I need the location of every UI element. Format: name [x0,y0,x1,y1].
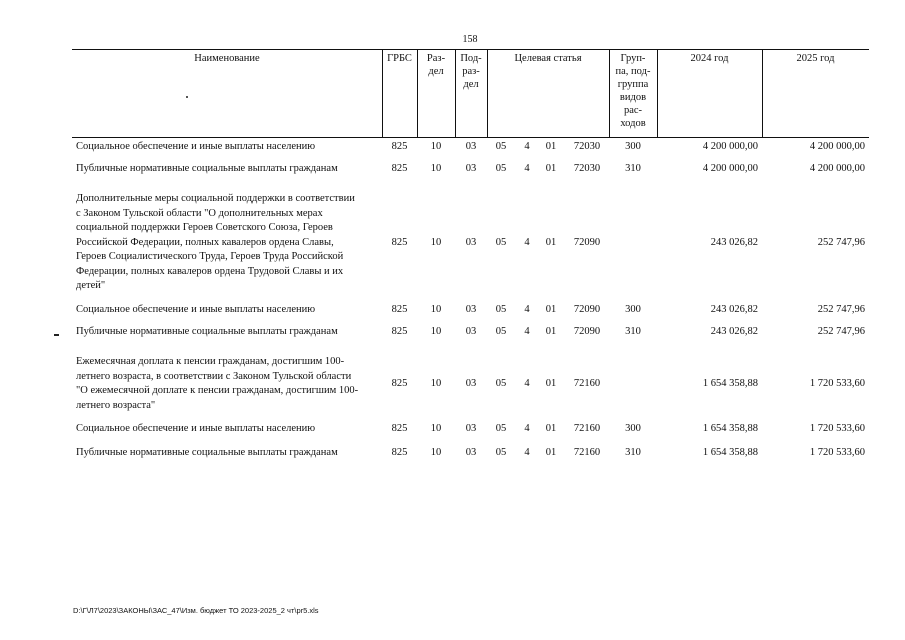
cell-podrazdel: 03 [465,141,477,152]
cell-grbs: 825 [391,304,408,315]
cell-amount-2024: 1 654 358,88 [702,423,758,434]
scan-speck [186,96,188,98]
header-podrazdel: Под- раз- дел [460,53,482,90]
cell-grbs: 825 [391,237,408,248]
cell-target-type: 4 [524,447,530,458]
cell-amount-2025: 4 200 000,00 [809,163,865,174]
cell-expense-group: 310 [625,163,641,174]
file-path-footer: D:\Г\Л7\2023\ЗАКОНЫ\ЗАС_47\Изм. бюджет ТО 2023-2025_2 чт\pr5.xls [73,606,319,615]
cell-grbs: 825 [391,141,408,152]
page-number: 158 [462,34,478,45]
cell-target-program: 05 [495,447,507,458]
cell-amount-2024: 243 026,82 [710,237,758,248]
cell-amount-2024: 243 026,82 [710,326,758,337]
cell-target-program: 05 [495,304,507,315]
cell-amount-2025: 1 720 533,60 [809,423,865,434]
cell-amount-2025: 4 200 000,00 [809,141,865,152]
cell-target-direction: 72030 [573,163,601,174]
cell-name: Социальное обеспечение и иные выплаты населению [76,423,316,434]
cell-target-type: 4 [524,237,530,248]
cell-target-program: 05 [495,163,507,174]
cell-podrazdel: 03 [465,237,477,248]
cell-target-subprogram: 01 [545,304,557,315]
cell-amount-2024: 4 200 000,00 [702,141,758,152]
header-target-article: Целевая статья [514,53,582,64]
cell-amount-2024: 243 026,82 [710,304,758,315]
cell-amount-2024: 4 200 000,00 [702,163,758,174]
cell-target-program: 05 [495,423,507,434]
cell-target-program: 05 [495,378,507,389]
cell-name: Ежемесячная доплата к пенсии гражданам, достигшим 100- летнего возраста, в соответствии с Законом Тульской области "О ежемесячной доплате к пенсии гражданам, достигшим 100- летнего возраста" [76,356,359,411]
cell-podrazdel: 03 [465,326,477,337]
cell-target-subprogram: 01 [545,423,557,434]
cell-podrazdel: 03 [465,378,477,389]
scan-speck [54,334,59,336]
cell-target-subprogram: 01 [545,237,557,248]
cell-expense-group: 300 [625,423,641,434]
cell-name: Публичные нормативные социальные выплаты гражданам [76,326,338,337]
cell-amount-2025: 252 747,96 [817,237,865,248]
cell-target-type: 4 [524,423,530,434]
cell-amount-2024: 1 654 358,88 [702,378,758,389]
cell-razdel: 10 [430,326,442,337]
cell-target-type: 4 [524,141,530,152]
cell-grbs: 825 [391,378,408,389]
cell-podrazdel: 03 [465,304,477,315]
cell-amount-2024: 1 654 358,88 [702,447,758,458]
cell-target-direction: 72090 [573,304,601,315]
cell-target-program: 05 [495,326,507,337]
header-razdel: Раз- дел [426,53,446,77]
cell-grbs: 825 [391,447,408,458]
cell-target-subprogram: 01 [545,378,557,389]
table-header [72,49,869,138]
cell-expense-group: 310 [625,447,641,458]
cell-razdel: 10 [430,163,442,174]
cell-expense-group: 310 [625,326,641,337]
cell-grbs: 825 [391,423,408,434]
cell-target-subprogram: 01 [545,141,557,152]
cell-target-subprogram: 01 [545,326,557,337]
header-name: Наименование [194,53,260,64]
cell-razdel: 10 [430,378,442,389]
cell-target-direction: 72160 [573,423,601,434]
cell-expense-group: 300 [625,304,641,315]
header-expense-group: Груп- па, под- группа видов рас- ходов [615,53,651,129]
header-year-2025: 2025 год [796,53,835,64]
cell-name: Публичные нормативные социальные выплаты гражданам [76,163,338,174]
header-year-2024: 2024 год [690,53,729,64]
cell-razdel: 10 [430,423,442,434]
cell-target-direction: 72160 [573,447,601,458]
cell-amount-2025: 1 720 533,60 [809,447,865,458]
cell-target-direction: 72090 [573,237,601,248]
cell-podrazdel: 03 [465,163,477,174]
header-grbs: ГРБС [387,53,412,64]
cell-target-program: 05 [495,141,507,152]
cell-target-type: 4 [524,378,530,389]
cell-grbs: 825 [391,326,408,337]
cell-razdel: 10 [430,447,442,458]
cell-amount-2025: 252 747,96 [817,304,865,315]
cell-target-subprogram: 01 [545,447,557,458]
cell-razdel: 10 [430,237,442,248]
cell-target-type: 4 [524,163,530,174]
cell-target-type: 4 [524,326,530,337]
cell-name: Дополнительные меры социальной поддержки в соответствии с Законом Тульской области "О дополнительных мерах социальной поддержки Героев Советского Союза, Героев Российской Федерации, полных кавалеров ордена Славы, Героев Социалистического Труда, Героев Труда Российской Федерации, полных кавалеров ордена Трудовой Славы и их детей" [76,193,355,291]
cell-razdel: 10 [430,141,442,152]
cell-amount-2025: 252 747,96 [817,326,865,337]
cell-amount-2025: 1 720 533,60 [809,378,865,389]
cell-target-subprogram: 01 [545,163,557,174]
cell-name: Публичные нормативные социальные выплаты гражданам [76,447,338,458]
cell-target-type: 4 [524,304,530,315]
cell-target-direction: 72160 [573,378,601,389]
cell-grbs: 825 [391,163,408,174]
cell-podrazdel: 03 [465,447,477,458]
cell-target-program: 05 [495,237,507,248]
cell-razdel: 10 [430,304,442,315]
cell-target-direction: 72090 [573,326,601,337]
cell-name: Социальное обеспечение и иные выплаты населению [76,141,316,152]
cell-target-direction: 72030 [573,141,601,152]
cell-podrazdel: 03 [465,423,477,434]
cell-expense-group: 300 [625,141,641,152]
cell-name: Социальное обеспечение и иные выплаты населению [76,304,316,315]
